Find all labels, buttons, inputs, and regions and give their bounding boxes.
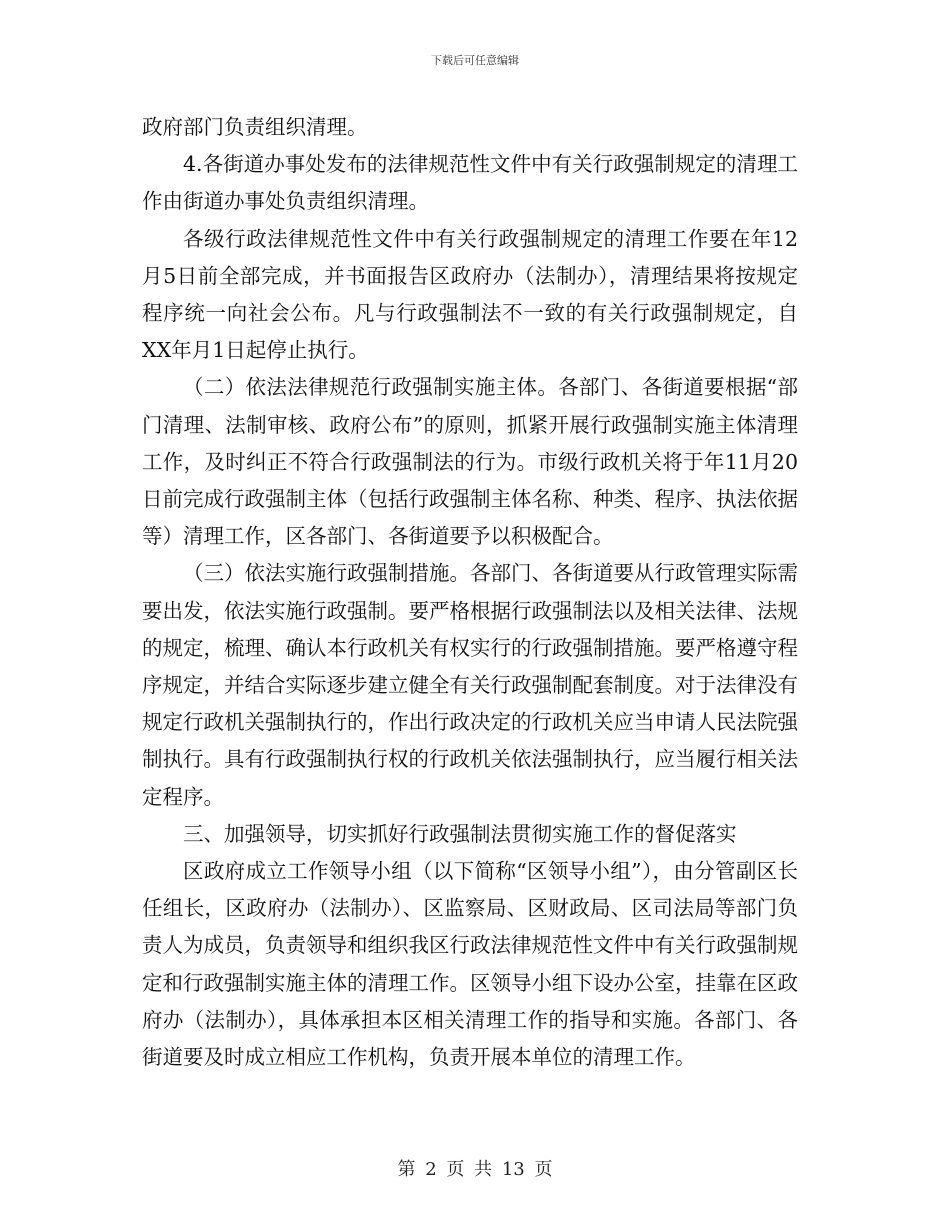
- paragraph-5: （三）依法实施行政强制措施。各部门、各街道要从行政管理实际需要出发，依法实施行政强制。要严格根据行政强制法以及相关法律、法规的规定，梳理、确认本行政机关有权实行的行政强制措施。要严格遵守程序规定，并结合实际逐步建立健全有关行政强制配套制度。对于法律没有规定行政机关强制执行的，作出行政决定的行政机关应当申请人民法院强制执行。具有行政强制执行权的行政机关依法强制执行，应当履行相关法定程序。: [142, 561, 798, 809]
- page-header-note: 下载后可任意编辑: [431, 54, 519, 67]
- paragraph-3: 各级行政法律规范性文件中有关行政强制规定的清理工作要在年12月5日前全部完成，并书面报告区政府办（法制办），清理结果将按规定程序统一向社会公布。凡与行政强制法不一致的有关行政强制规定，自XX年月1日起停止执行。: [142, 226, 798, 363]
- page-number-footer: 第 2 页 共 13 页: [397, 1159, 553, 1180]
- document-body: [142, 109, 798, 1076]
- paragraph-2: 4.各街道办事处发布的法律规范性文件中有关行政强制规定的清理工作由街道办事处负责组织清理。: [142, 152, 798, 214]
- paragraph-1: 政府部门负责组织清理。: [142, 115, 368, 139]
- section-heading-3: 三、加强领导，切实抓好行政强制法贯彻实施工作的督促落实: [183, 821, 737, 846]
- paragraph-7: 区政府成立工作领导小组（以下简称“区领导小组”），由分管副区长任组长，区政府办（法制办）、区监察局、区财政局、区司法局等部门负责人为成员，负责领导和组织我区行政法律规范性文件中有关行政强制规定和行政强制实施主体的清理工作。区领导小组下设办公室，挂靠在区政府办（法制办），具体承担本区相关清理工作的指导和实施。各部门、各街道要及时成立相应工作机构，负责开展本单位的清理工作。: [142, 859, 798, 1070]
- paragraph-4: （二）依法法律规范行政强制实施主体。各部门、各街道要根据“部门清理、法制审核、政府公布”的原则，抓紧开展行政强制实施主体清理工作，及时纠正不符合行政强制法的行为。市级行政机关将于年11月20日前完成行政强制主体（包括行政强制主体名称、种类、程序、执法依据等）清理工作，区各部门、各街道要予以积极配合。: [142, 375, 798, 549]
